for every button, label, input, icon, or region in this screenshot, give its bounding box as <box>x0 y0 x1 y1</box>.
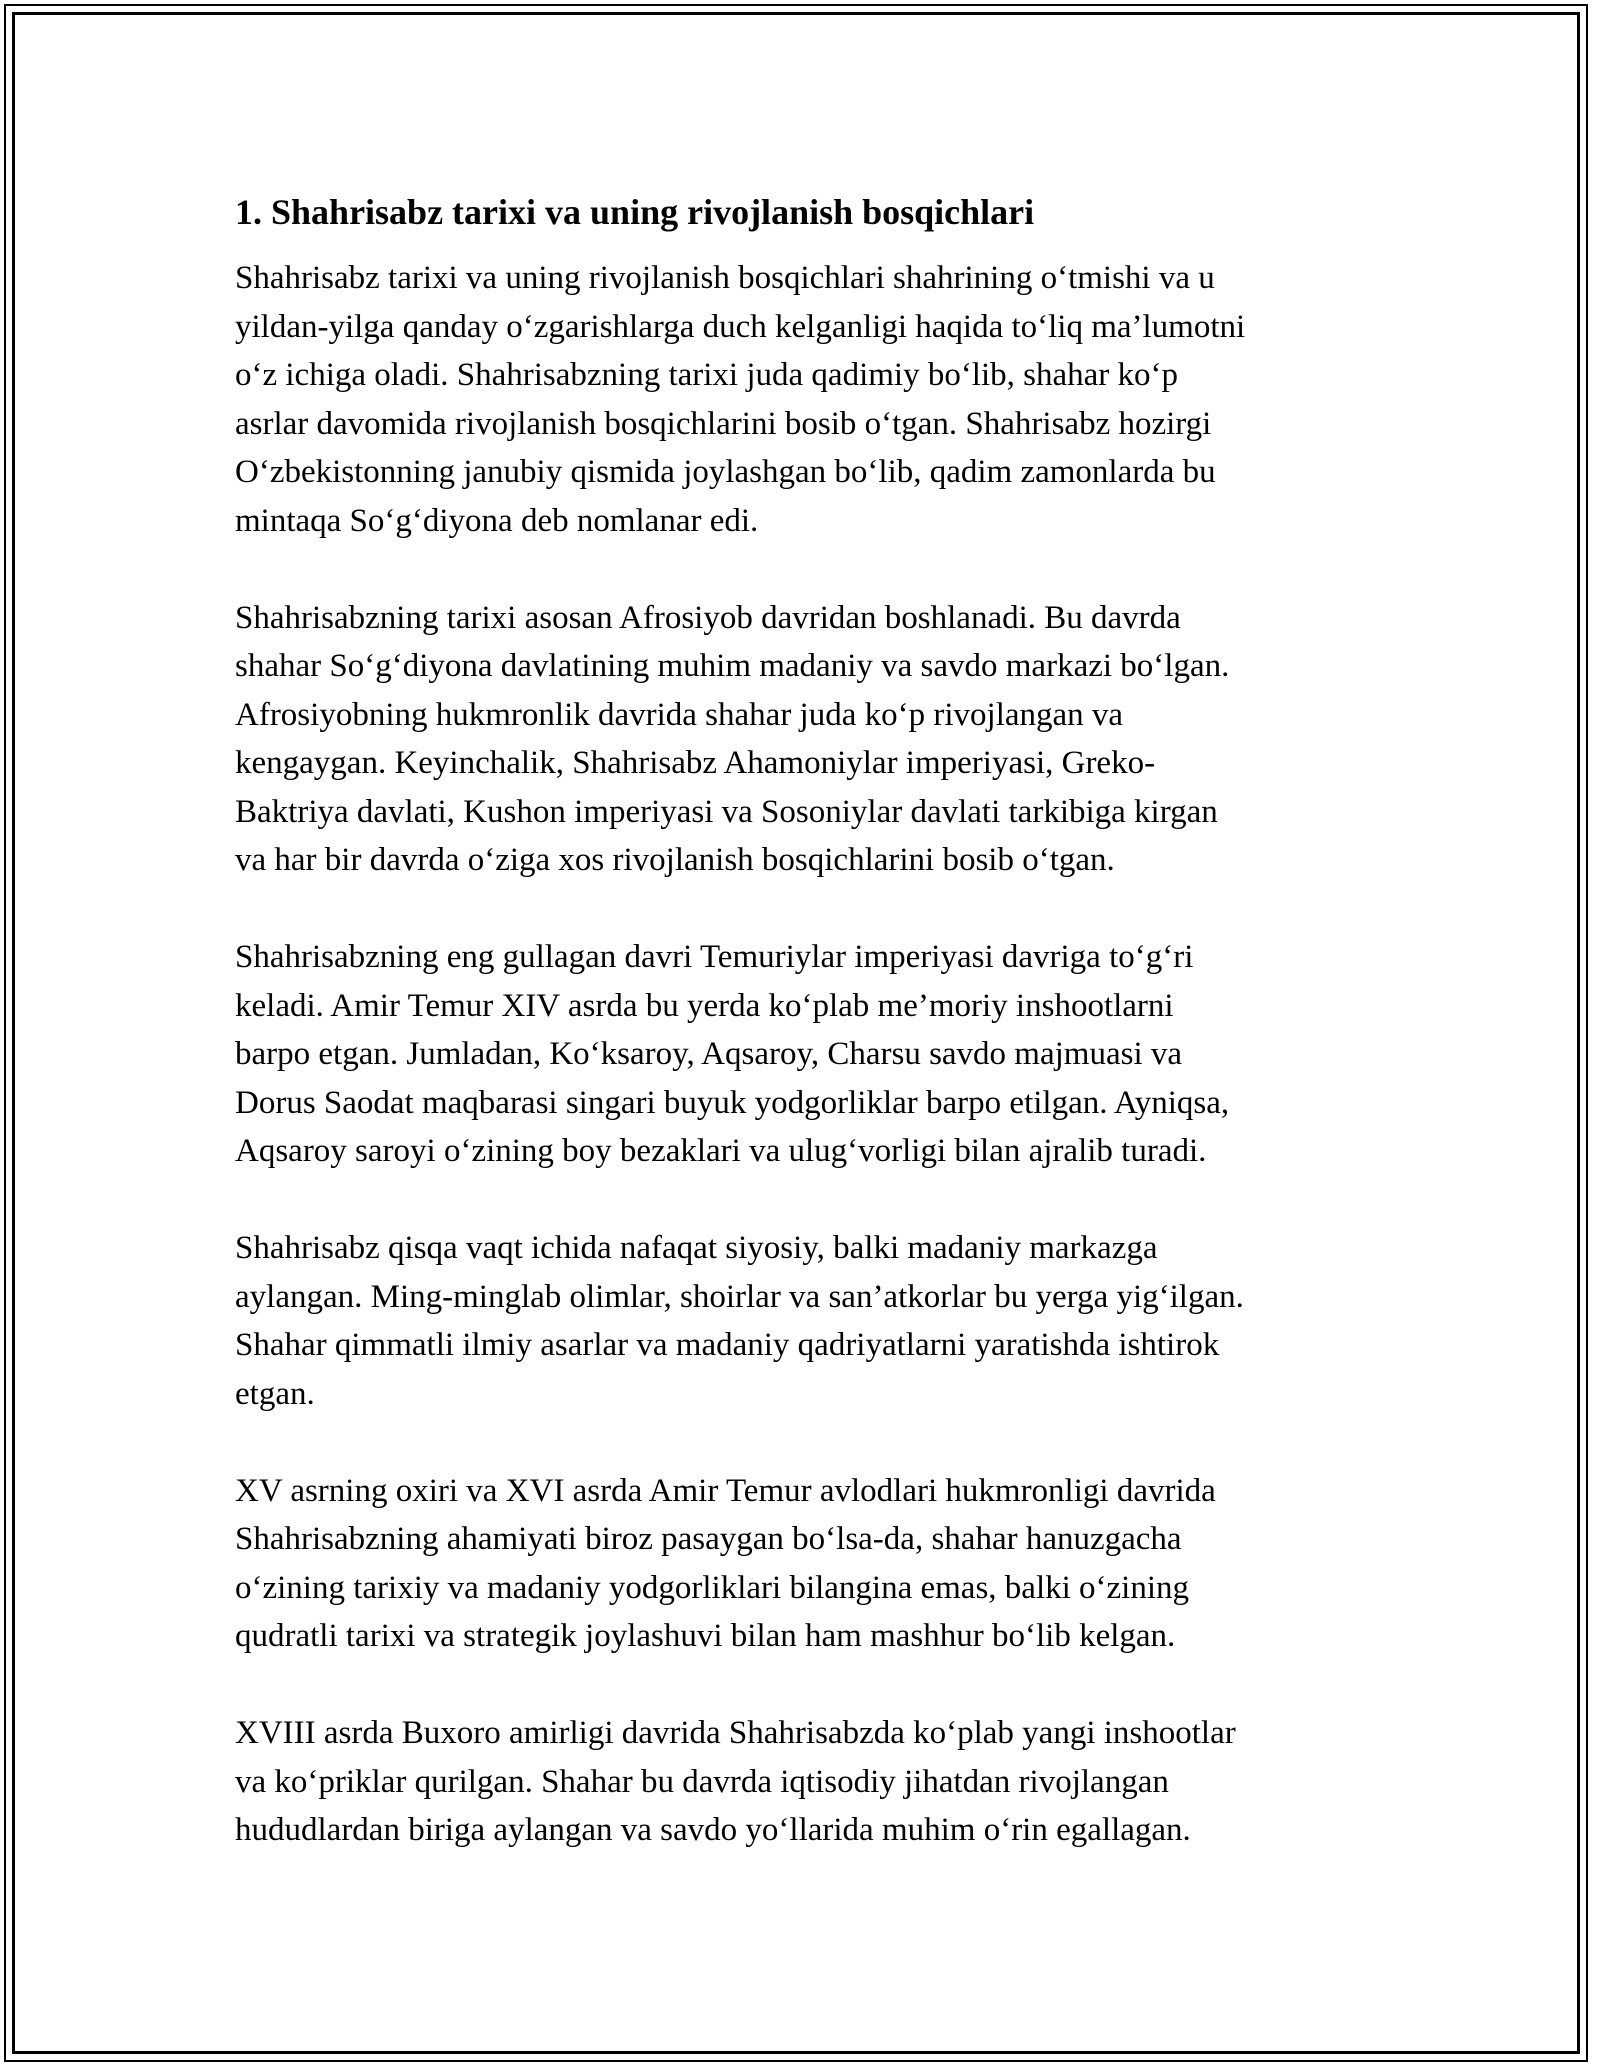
paragraph-line: kengaygan. Keyinchalik, Shahrisabz Ahamoniylar imperiyasi, Greko- <box>235 745 1156 781</box>
paragraph-line: va har bir davrda o‘ziga xos rivojlanish bosqichlarini bosib o‘tgan. <box>235 842 1115 878</box>
paragraph-3 <box>235 933 1365 1176</box>
document-page <box>235 186 1365 1903</box>
paragraph-line: Shahar qimmatli ilmiy asarlar va madaniy qadriyatlarni yaratishda ishtirok <box>235 1327 1220 1363</box>
paragraph-line: Shahrisabzning eng gullagan davri Temuriylar imperiyasi davriga to‘g‘ri <box>235 939 1194 975</box>
paragraph-line: mintaqa So‘g‘diyona deb nomlanar edi. <box>235 502 759 539</box>
paragraph-line: qudratli tarixi va strategik joylashuvi bilan ham mashhur bo‘lib kelgan. <box>235 1618 1176 1654</box>
paragraph-line: XVIII asrda Buxoro amirligi davrida Shahrisabzda ko‘plab yangi inshootlar <box>235 1715 1236 1751</box>
paragraph-line: barpo etgan. Jumladan, Ko‘ksaroy, Aqsaroy, Charsu savdo majmuasi va <box>235 1036 1183 1072</box>
paragraph-line: aylangan. Ming-minglab olimlar, shoirlar va san’atkorlar bu yerga yig‘ilgan. <box>235 1278 1244 1315</box>
paragraph-line: Shahrisabzning tarixi asosan Afrosiyob davridan boshlanadi. Bu davrda <box>235 599 1181 636</box>
paragraph-line: asrlar davomida rivojlanish bosqichlarini bosib o‘tgan. Shahrisabz hozirgi <box>235 405 1212 442</box>
paragraph-line: yildan-yilga qanday o‘zgarishlarga duch kelganligi haqida to‘liq ma’lumotni <box>235 308 1246 345</box>
paragraph-line: Baktriya davlati, Kushon imperiyasi va Sosoniylar davlati tarkibiga kirgan <box>235 793 1218 830</box>
paragraph-line: Dorus Saodat maqbarasi singari buyuk yodgorliklar barpo etilgan. Ayniqsa, <box>235 1084 1230 1121</box>
section-heading: 1. Shahrisabz tarixi va uning rivojlanish bosqichlari <box>235 192 1035 232</box>
paragraph-5 <box>235 1467 1365 1661</box>
paragraph-line: keladi. Amir Temur XIV asrda bu yerda ko‘plab me’moriy inshootlarni <box>235 987 1174 1024</box>
paragraph-line: Shahrisabz qisqa vaqt ichida nafaqat siyosiy, balki madaniy markazga <box>235 1230 1158 1266</box>
paragraph-4 <box>235 1224 1365 1418</box>
paragraph-line: o‘zining tarixiy va madaniy yodgorliklari bilangina emas, balki o‘zining <box>235 1569 1190 1606</box>
paragraph-line: shahar So‘g‘diyona davlatining muhim madaniy va savdo markazi bo‘lgan. <box>235 648 1230 684</box>
paragraph-line: etgan. <box>235 1375 315 1412</box>
paragraph-line: va ko‘priklar qurilgan. Shahar bu davrda iqtisodiy jihatdan rivojlangan <box>235 1763 1169 1800</box>
paragraph-line: hududlardan biriga aylangan va savdo yo‘llarida muhim o‘rin egallagan. <box>235 1812 1191 1848</box>
paragraph-line: O‘zbekistonning janubiy qismida joylashgan bo‘lib, qadim zamonlarda bu <box>235 454 1216 490</box>
paragraph-line: XV asrning oxiri va XVI asrda Amir Temur avlodlari hukmronligi davrida <box>235 1472 1216 1509</box>
paragraph-line: Shahrisabz tarixi va uning rivojlanish bosqichlari shahrining o‘tmishi va u <box>235 260 1215 296</box>
paragraph-6 <box>235 1709 1365 1855</box>
paragraph-line: Afrosiyobning hukmronlik davrida shahar juda ko‘p rivojlangan va <box>235 696 1124 733</box>
paragraph-1 <box>235 254 1365 545</box>
paragraph-2 <box>235 594 1365 885</box>
paragraph-line: Shahrisabzning ahamiyati biroz pasaygan bo‘lsa-da, shahar hanuzgacha <box>235 1521 1182 1557</box>
paragraph-line: o‘z ichiga oladi. Shahrisabzning tarixi juda qadimiy bo‘lib, shahar ko‘p <box>235 357 1179 393</box>
paragraph-line: Aqsaroy saroyi o‘zining boy bezaklari va ulug‘vorligi bilan ajralib turadi. <box>235 1133 1207 1169</box>
